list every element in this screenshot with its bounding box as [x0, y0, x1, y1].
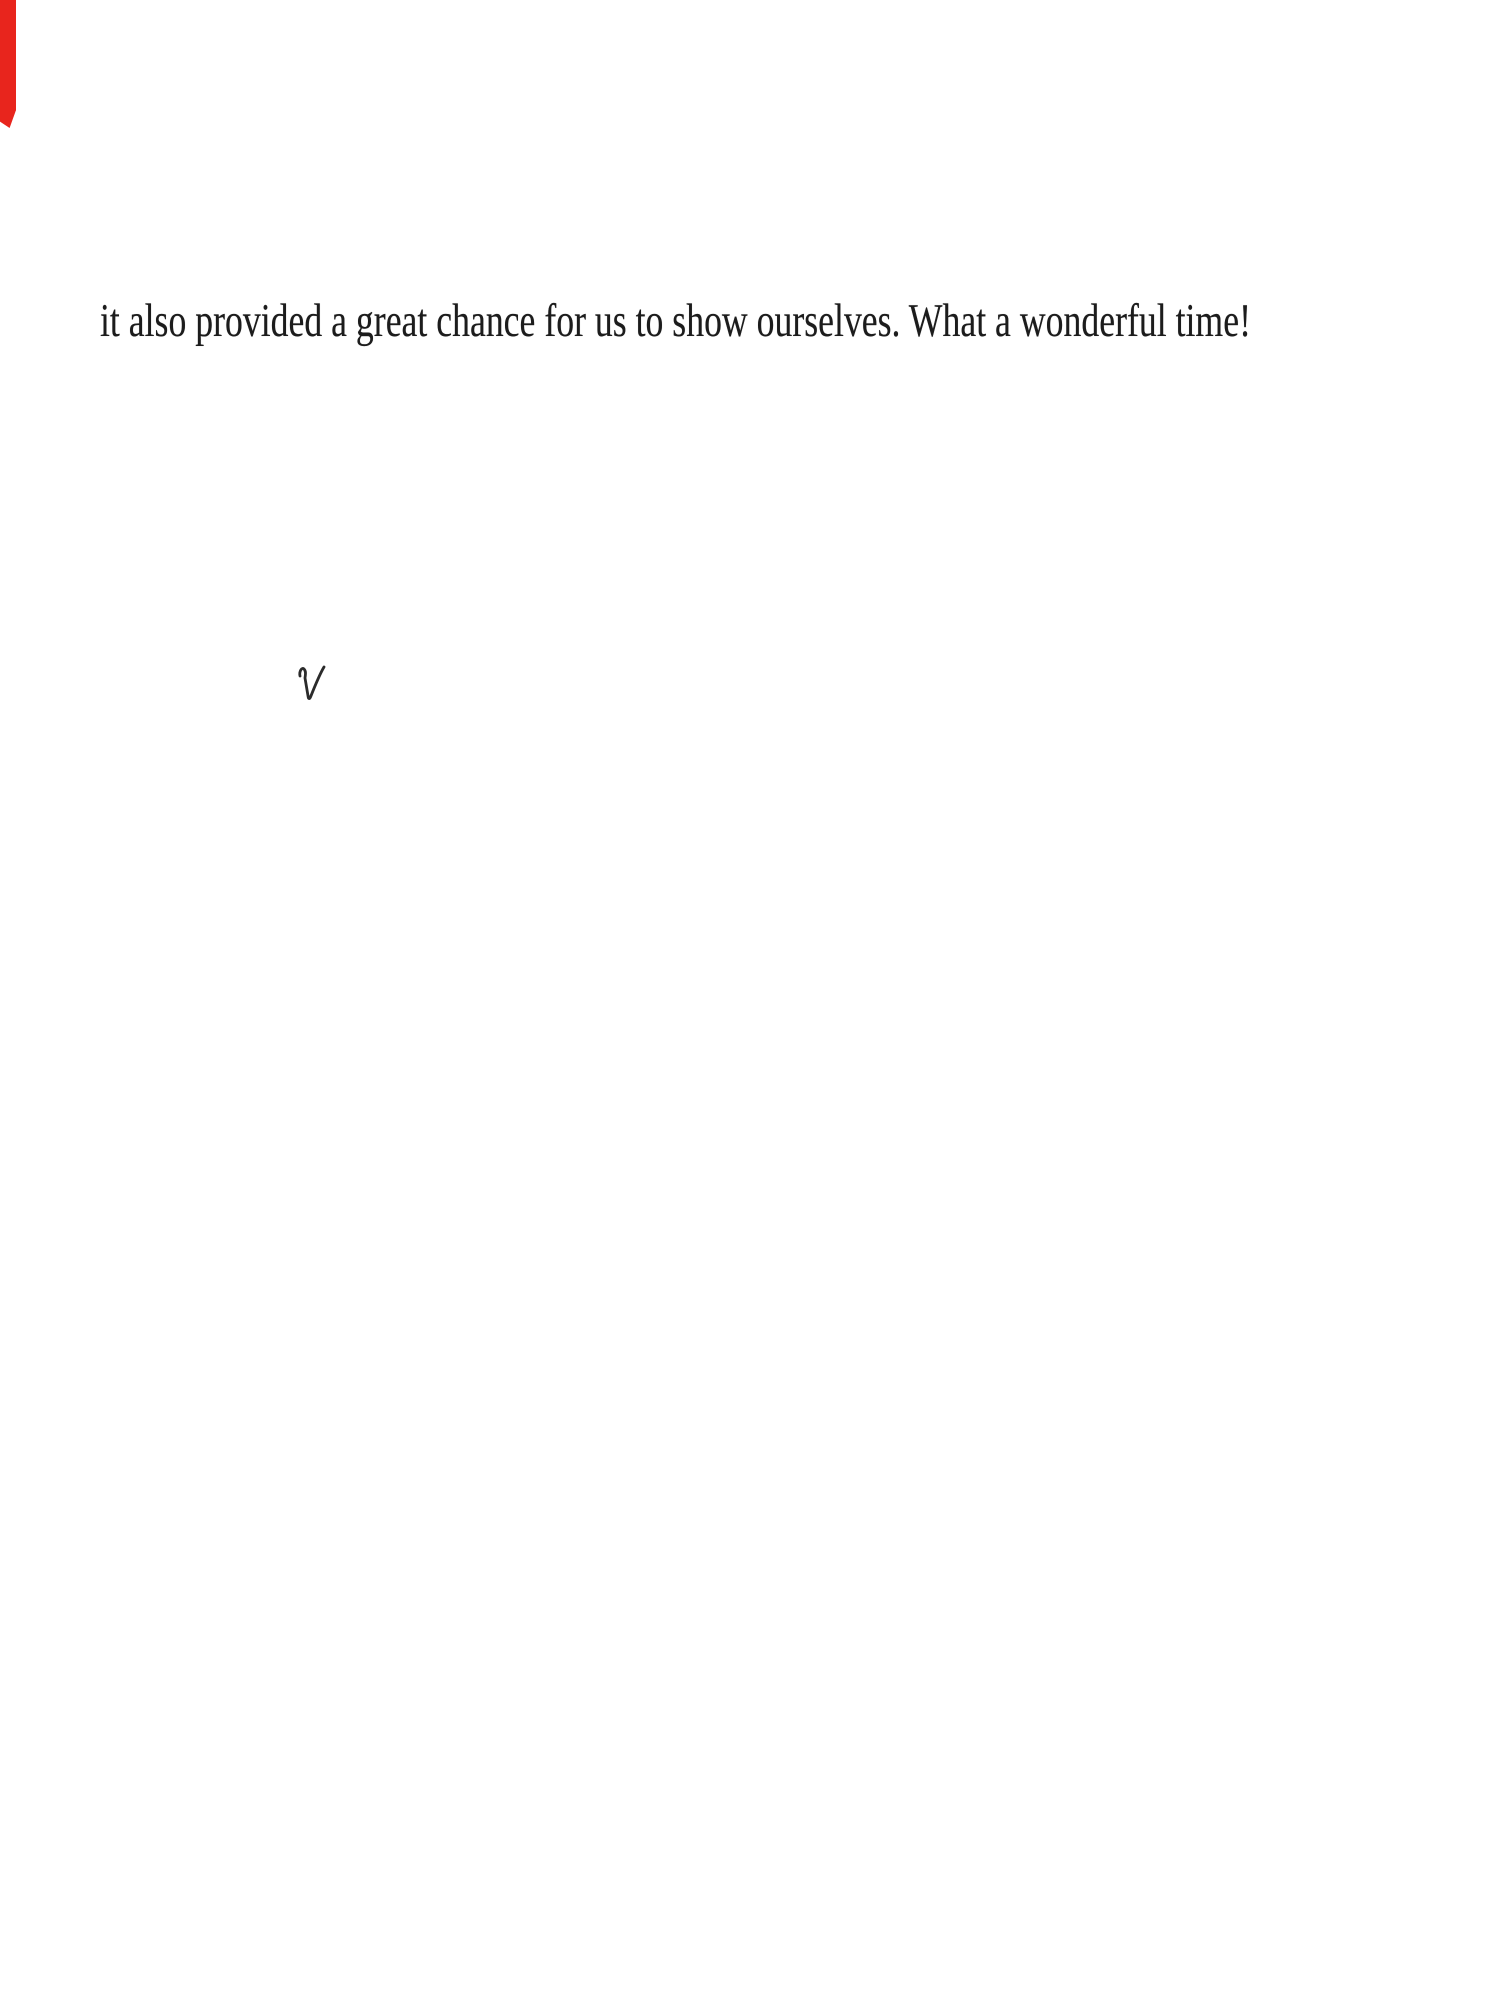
checkmark-icon [291, 660, 331, 716]
document-text-line: it also provided a great chance for us to show ourselves. What a wonderful time! [100, 295, 1251, 347]
scan-red-edge-artifact [0, 0, 16, 128]
